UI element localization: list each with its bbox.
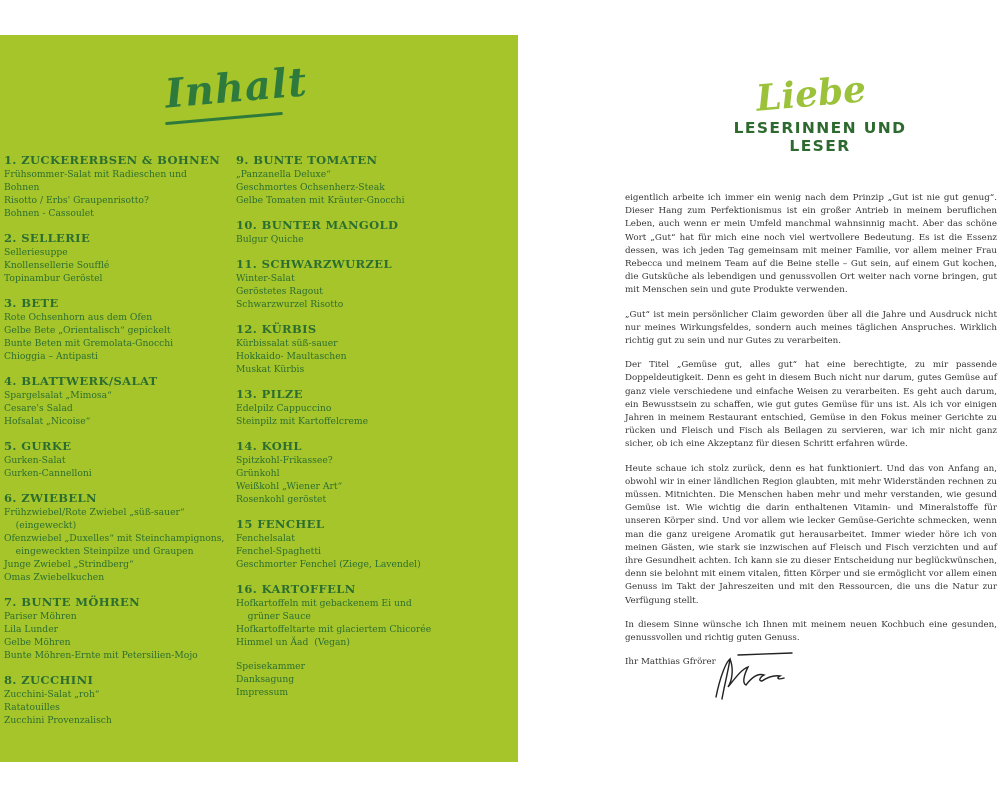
toc-section [4, 153, 244, 220]
toc-recipe-item: Bulgur Quiche [236, 234, 304, 245]
letter-signoff: Ihr Matthias Gfrörer [625, 657, 716, 668]
toc-recipe-item: Kürbissalat süß-sauer [236, 338, 338, 349]
letter-body [625, 192, 997, 670]
toc-section-heading: 5. GURKE [4, 439, 72, 453]
letter-paragraph: „Gut“ ist mein persönlicher Claim geworden über all die Jahre und Ausdruck nicht nur meines Wirkungsfeldes, sondern auch meines täglichen Anspruches. Wirklich richtig gut zu sein und nur Gutes zu verarbeiten. [625, 309, 997, 347]
toc-recipe-item: Topinambur Geröstel [4, 273, 103, 284]
toc-recipe-item: Gelbe Bete „Orientalisch“ gepickelt [4, 325, 171, 336]
toc-recipe-item: Bunte Möhren-Ernte mit Petersilien-Mojo [4, 650, 198, 661]
toc-recipe-item: Frühsommer-Salat mit Radieschen und [4, 169, 187, 180]
toc-section [236, 582, 476, 649]
toc-section-heading: 3. BETE [4, 296, 59, 310]
toc-extra-item: Impressum [236, 687, 289, 698]
toc-recipe-item: Steinpilz mit Kartoffelcreme [236, 416, 369, 427]
toc-extra-item: Danksagung [236, 674, 295, 685]
toc-recipe-item: Junge Zwiebel „Strindberg“ [4, 559, 134, 570]
toc-recipe-item: eingeweckten Steinpilze und Graupen [4, 546, 194, 557]
toc-page [0, 35, 518, 762]
toc-recipe-item: Zucchini Provenzalisch [4, 715, 112, 726]
toc-section [236, 218, 476, 246]
toc-recipe-item: Bohnen [4, 182, 40, 193]
toc-section-heading: 9. BUNTE TOMATEN [236, 153, 378, 167]
toc-section [236, 517, 476, 571]
toc-recipe-item: Rote Ochsenhorn aus dem Ofen [4, 312, 153, 323]
toc-recipe-item: Cesare's Salad [4, 403, 73, 414]
letter-paragraph: Der Titel „Gemüse gut, alles gut“ hat eine berechtigte, zu mir passende Doppeldeutigkeit. Denn es geht in diesem Buch nicht nur darum, gutes Gemüse auf ganz viele verschiedene und einfache Weisen zu verarbeiten. Es geht auch darum, ein Bewusstsein zu schaffen, wie gut gutes Gemüse für uns ist. Als ich vor einigen Jahren in meinem Restaurant entschied, Gemüse in den Fokus meiner Gerichte zu rücken und Fleisch und Fisch als Beilagen zu servieren, war ich mir nicht ganz sicher, ob ich eine Akzeptanz für diesen Schritt erfahren würde. [625, 360, 997, 450]
toc-section [4, 595, 244, 662]
toc-recipe-item: Himmel un Äad (Vegan) [236, 637, 350, 648]
toc-column-left [4, 153, 244, 738]
letter-paragraph: In diesem Sinne wünsche ich Ihnen mit meinem neuen Kochbuch eine gesunden, genussvollen und richtig guten Genuss. [625, 619, 997, 644]
toc-section [236, 153, 476, 207]
toc-section [4, 374, 244, 428]
letter-paragraph: eigentlich arbeite ich immer ein wenig nach dem Prinzip „Gut ist nie gut genug“. Dieser Hang zum Perfektionismus ist ein großer Antrieb in meinem beruflichen Leben, auch wenn er mein Umfeld manchmal wahnsinnig macht. Aber das schöne Wort „Gut“ hat für mich eine noch viel wertvollere Bedeutung. Es ist die Essenz dessen, was ich jeden Tag gemeinsam mit meiner Familie, vor allem meiner Frau Rebecca und meinem Team auf die Beine stelle – Gut sein, auf einem Gut kochen, die Gutsküche als lebendigen und genussvollen Ort weiter nach vorne bringen, gut mit Menschen sein und gute Produkte verwenden. [625, 193, 997, 296]
toc-section [236, 439, 476, 506]
toc-section-heading: 6. ZWIEBELN [4, 491, 97, 505]
toc-title: Inhalt [163, 58, 310, 118]
toc-recipe-item: Gurken-Salat [4, 455, 66, 466]
toc-recipe-item: Hofkartoffeltarte mit glaciertem Chicorée [236, 624, 432, 635]
toc-section-heading: 10. BUNTER MANGOLD [236, 218, 399, 232]
toc-recipe-item: Fenchelsalat [236, 533, 295, 544]
toc-recipe-item: Omas Zwiebelkuchen [4, 572, 105, 583]
toc-section-heading: 7. BUNTE MÖHREN [4, 595, 141, 609]
toc-recipe-item: Lila Lunder [4, 624, 59, 635]
toc-section [4, 673, 244, 727]
toc-recipe-item: Hofkartoffeln mit gebackenem Ei und [236, 598, 412, 609]
toc-section-heading: 8. ZUCCHINI [4, 673, 94, 687]
toc-recipe-item: Knollensellerie Soufflé [4, 260, 110, 271]
toc-recipe-item: „Panzanella Deluxe“ [236, 169, 331, 180]
toc-section-heading: 2. SELLERIE [4, 231, 91, 245]
toc-recipe-item: Hokkaido- Maultaschen [236, 351, 347, 362]
handwritten-signature [708, 647, 798, 707]
toc-recipe-item: Chioggia – Antipasti [4, 351, 98, 362]
toc-section [4, 439, 244, 480]
toc-extras [236, 660, 476, 699]
toc-recipe-item: Muskat Kürbis [236, 364, 305, 375]
toc-recipe-item: Gurken-Cannelloni [4, 468, 92, 479]
toc-recipe-item: Fenchel-Spaghetti [236, 546, 321, 557]
toc-recipe-item: grüner Sauce [236, 611, 311, 622]
toc-section [236, 257, 476, 311]
toc-recipe-item: Edelpilz Cappuccino [236, 403, 332, 414]
toc-recipe-item: (eingeweckt) [4, 520, 77, 531]
toc-recipe-item: Winter-Salat [236, 273, 295, 284]
toc-recipe-item: Zucchini-Salat „roh“ [4, 689, 100, 700]
toc-recipe-item: Grünkohl [236, 468, 280, 479]
toc-recipe-item: Spitzkohl-Frikassee? [236, 455, 333, 466]
letter-title: LESERINNEN UND LESER [733, 119, 907, 155]
letter-paragraph: Heute schaue ich stolz zurück, denn es hat funktioniert. Und das von Anfang an, obwohl wir in einer ländlichen Region glaubten, mit mehr Widerständen rechnen zu müssen. Mitnichten. Die Menschen haben mehr und mehr verstanden, wie gesund Gemüse ist. Wie wichtig die darin enthaltenen Vitamin- und Mineralstoffe für unseren Körper sind. Und vor allem wie lecker Gemüse-Gerichte schmecken, wenn man die ganz ureigene Aromatik gut herausarbeitet. Immer wieder höre ich von meinen Gästen, wie stark sie inzwischen auf Fleisch und Fisch verzichten und auf ihre Gesundheit achten. Ich kann sie zu dieser Entscheidung nur beglückwünschen, denn sie belohnt mit einem vitalen, fitten Körper und sie ermöglicht vor allem einen Genuss im Takt der Jahreszeiten und mit den Ressourcen, die uns die Natur zur Verfügung stellt. [625, 463, 997, 606]
toc-section [4, 296, 244, 363]
toc-recipe-item: Bohnen - Cassoulet [4, 208, 94, 219]
letter-script-title: Liebe [754, 68, 868, 120]
letter-page [518, 35, 1000, 762]
toc-recipe-item: Schwarzwurzel Risotto [236, 299, 344, 310]
toc-recipe-item: Rosenkohl geröstet [236, 494, 327, 505]
toc-section [236, 387, 476, 428]
toc-section-heading: 4. BLATTWERK/SALAT [4, 374, 158, 388]
toc-recipe-item: Ratatouilles [4, 702, 60, 713]
toc-recipe-item: Ofenzwiebel „Duxelles“ mit Steinchampignons, [4, 533, 225, 544]
toc-section-heading: 13. PILZE [236, 387, 303, 401]
toc-recipe-item: Frühzwiebel/Rote Zwiebel „süß-sauer“ [4, 507, 185, 518]
toc-section-heading: 15 FENCHEL [236, 517, 325, 531]
toc-recipe-item: Geschmortes Ochsenherz-Steak [236, 182, 385, 193]
toc-recipe-item: Pariser Möhren [4, 611, 77, 622]
toc-recipe-item: Geröstetes Ragout [236, 286, 323, 297]
toc-section [236, 322, 476, 376]
toc-recipe-item: Gelbe Tomaten mit Kräuter-Gnocchi [236, 195, 405, 206]
toc-recipe-item: Selleriesuppe [4, 247, 68, 258]
toc-section-heading: 1. ZUCKERERBSEN & BOHNEN [4, 153, 221, 167]
toc-recipe-item: Risotto / Erbs' Graupenrisotto? [4, 195, 149, 206]
toc-section-heading: 11. SCHWARZWURZEL [236, 257, 392, 271]
toc-section [4, 491, 244, 584]
toc-section-heading: 12. KÜRBIS [236, 322, 317, 336]
toc-recipe-item: Geschmorter Fenchel (Ziege, Lavendel) [236, 559, 421, 570]
toc-recipe-item: Spargelsalat „Mimosa“ [4, 390, 112, 401]
toc-extra-item: Speisekammer [236, 661, 306, 672]
toc-section-heading: 16. KARTOFFELN [236, 582, 356, 596]
toc-section-heading: 14. KOHL [236, 439, 302, 453]
toc-recipe-item: Gelbe Möhren [4, 637, 71, 648]
toc-recipe-item: Weißkohl „Wiener Art“ [236, 481, 343, 492]
toc-recipe-item: Hofsalat „Nicoise“ [4, 416, 91, 427]
toc-column-right [236, 153, 476, 699]
toc-recipe-item: Bunte Beten mit Gremolata-Gnocchi [4, 338, 174, 349]
toc-section [4, 231, 244, 285]
